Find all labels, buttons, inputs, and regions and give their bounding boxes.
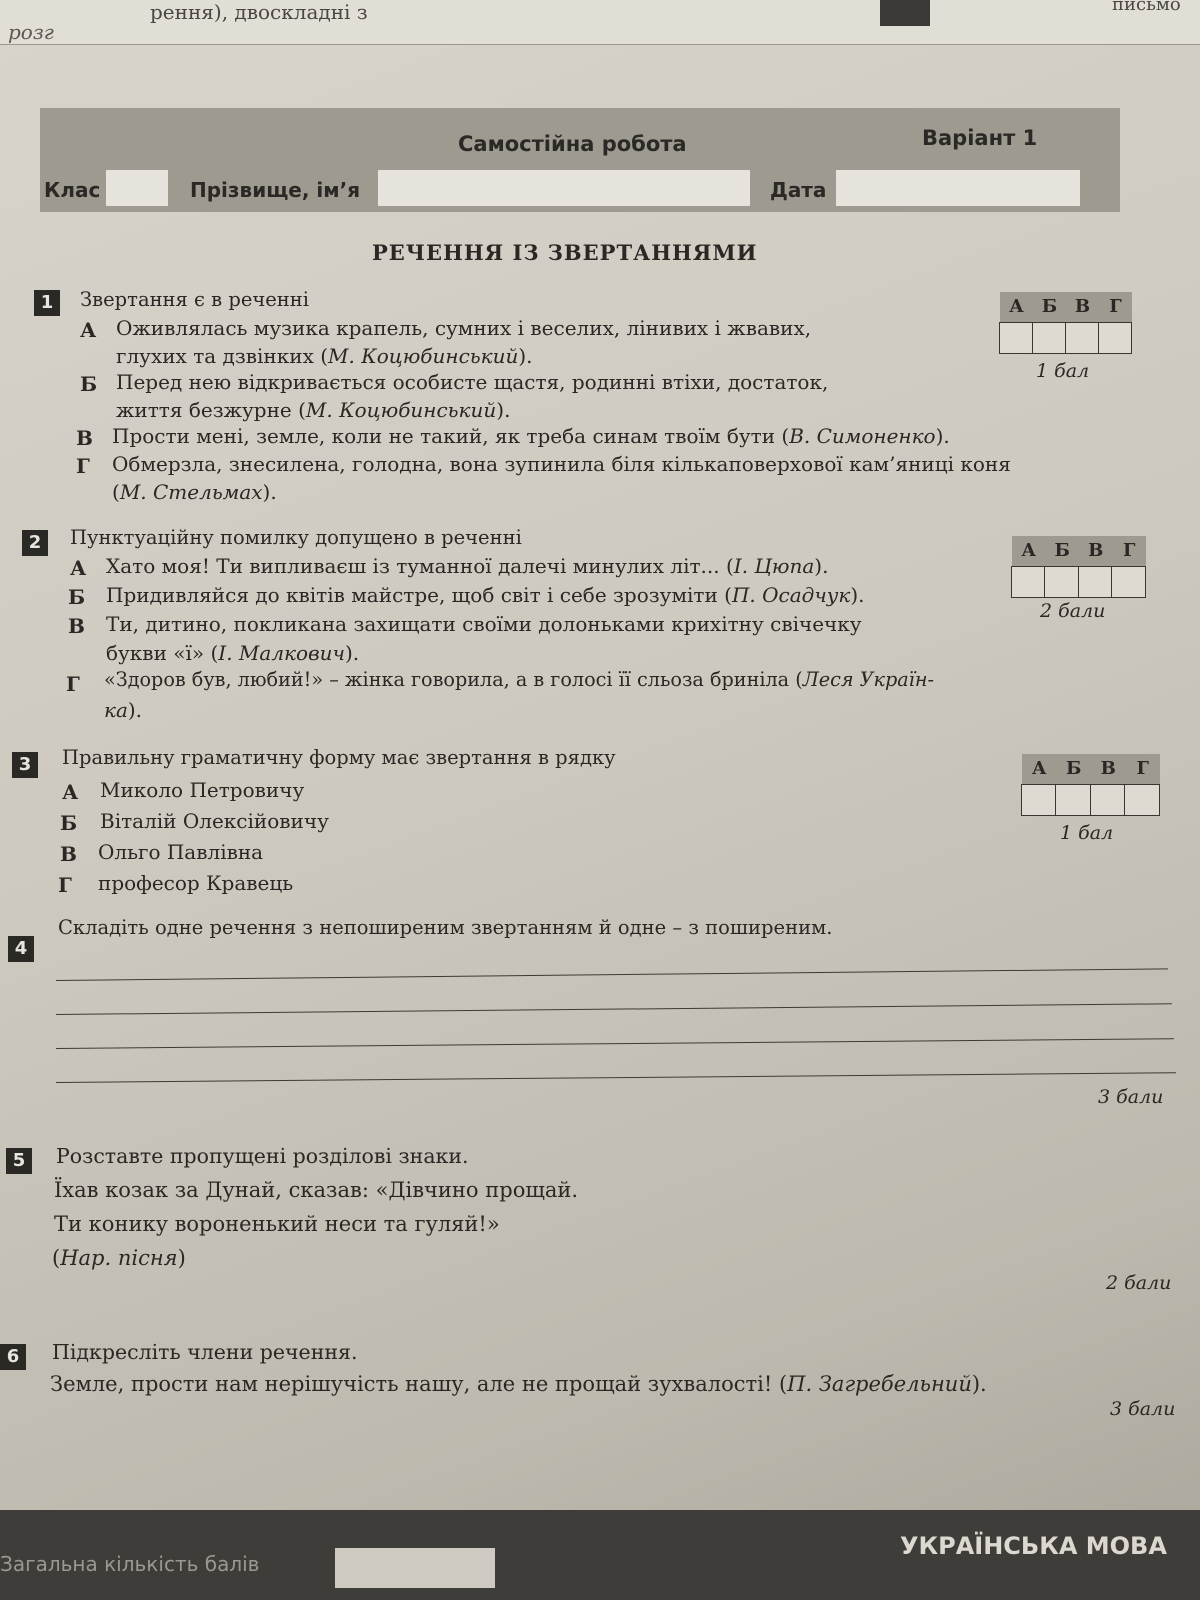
question-number: 3 [12,752,38,778]
option-letter: А [80,318,97,342]
name-label: Прізвище, ім’я [190,178,361,202]
previous-page-edge [0,0,1200,45]
total-score-field[interactable] [335,1548,495,1588]
exercise-source: (Нар. пісня) [52,1246,186,1270]
answer-cell[interactable] [999,322,1034,354]
answer-cell[interactable] [1011,566,1046,598]
answer-cell[interactable] [1098,322,1133,354]
option-letter: А [62,780,79,804]
option-letter: В [76,426,93,450]
answer-line[interactable] [56,1072,1176,1083]
score-label: 1 бал [1060,822,1114,844]
answer-cell[interactable] [1111,566,1146,598]
option-letter: Г [76,454,90,478]
answer-line[interactable] [56,1038,1174,1049]
prev-text-fragment-2: розг [8,20,54,44]
question-prompt: Підкресліть члени речення. [52,1340,358,1364]
option-text: (М. Стельмах). [112,480,277,504]
date-field[interactable] [836,170,1080,206]
variant-label: Варіант 1 [922,126,1038,150]
worksheet-title: Самостійна робота [458,132,687,156]
subject-label: УКРАЇНСЬКА МОВА [900,1532,1167,1560]
answer-cell[interactable] [1055,784,1091,816]
question-prompt: Пунктуаційну помилку допущено в реченні [70,526,522,549]
score-label: 2 бали [1040,600,1106,622]
option-text: Ольго Павлівна [98,840,264,864]
option-letter: А [70,556,87,580]
option-letter: Г [58,873,72,897]
class-field[interactable] [106,170,168,206]
footer-band [0,1510,1200,1600]
score-label: 3 бали [1110,1398,1176,1420]
option-text: Миколо Петровичу [100,778,305,802]
class-label: Клас [44,178,101,202]
option-text: Обмерзла, знесилена, голодна, вона зупинила біля кількаповерхової кам’яниці коня [112,452,1011,476]
option-text: Придивляйся до квітів майстре, щоб світ і себе зрозуміти (П. Осадчук). [106,583,865,607]
question-number: 6 [0,1344,26,1370]
exercise-text: Земле, прости нам нерішучість нашу, але не прощай зухвалості! (П. Загребельний). [50,1372,987,1396]
option-letter: В [60,842,77,866]
question-number: 1 [34,290,60,316]
option-text: Віталій Олексійовичу [100,809,329,833]
question-prompt: Розставте пропущені розділові знаки. [56,1144,469,1168]
option-text: Оживлялась музика крапель, сумних і веселих, лінивих і жвавих, [116,316,812,340]
answer-grid: А Б В Г [1012,536,1146,598]
question-number: 2 [22,530,48,556]
question-prompt: Правильну граматичну форму має звертання в рядку [62,746,616,769]
total-score-label: Загальна кількість балів [0,1552,260,1576]
option-text: глухих та дзвінких (М. Коцюбинський). [116,344,533,368]
option-text: Ти, дитино, покликана захищати своїми долоньками крихітну свічечку [106,612,862,636]
option-text: Прости мені, земле, коли не такий, як треба синам твоїм бути (В. Симоненко). [112,424,950,448]
question-prompt: Звертання є в реченні [80,288,310,311]
option-text: Перед нею відкривається особисте щастя, родинні втіхи, достаток, [116,370,829,394]
exercise-text: Їхав козак за Дунай, сказав: «Дівчино прощай. [54,1178,579,1202]
score-label: 3 бали [1098,1086,1164,1108]
prev-text-fragment: рення), двоскладні з [150,0,368,24]
option-text: Хато моя! Ти випливаєш із туманної далечі минулих літ... (І. Цюпа). [106,554,829,578]
answer-cell[interactable] [1044,566,1079,598]
score-label: 1 бал [1036,360,1090,382]
name-field[interactable] [378,170,750,206]
header-band [40,108,1120,212]
answer-cell[interactable] [1021,784,1057,816]
exercise-text: Ти конику вороненький неси та гуляй!» [54,1212,500,1236]
answer-line[interactable] [56,968,1168,981]
option-text: ка). [104,698,143,722]
answer-cell[interactable] [1090,784,1126,816]
answer-grid: А Б В Г [1000,292,1132,354]
answer-cell[interactable] [1078,566,1113,598]
option-text: життя безжурне (М. Коцюбинський). [116,398,511,422]
answer-cell[interactable] [1032,322,1067,354]
option-text: букви «ї» (І. Малкович). [106,641,360,665]
option-text: професор Кравець [98,871,294,895]
option-letter: В [68,614,85,638]
option-letter: Б [60,811,78,835]
option-letter: Б [80,372,98,396]
date-label: Дата [770,178,827,202]
answer-cell[interactable] [1065,322,1100,354]
prev-text-fragment-3: письмо [1112,0,1181,15]
question-prompt: Складіть одне речення з непоширеним звертанням й одне – з поширеним. [58,916,833,939]
answer-cell[interactable] [1124,784,1160,816]
question-number: 5 [6,1148,32,1174]
dark-object [880,0,930,26]
option-text: «Здоров був, любий!» – жінка говорила, а в голосі її сльоза бриніла (Леся Україн- [104,668,934,691]
score-label: 2 бали [1106,1272,1172,1294]
question-number: 4 [8,936,34,962]
option-letter: Б [68,585,86,609]
option-letter: Г [66,672,80,696]
answer-line[interactable] [56,1003,1172,1015]
section-title: РЕЧЕННЯ ІЗ ЗВЕРТАННЯМИ [372,240,758,265]
answer-grid: А Б В Г [1022,754,1160,816]
